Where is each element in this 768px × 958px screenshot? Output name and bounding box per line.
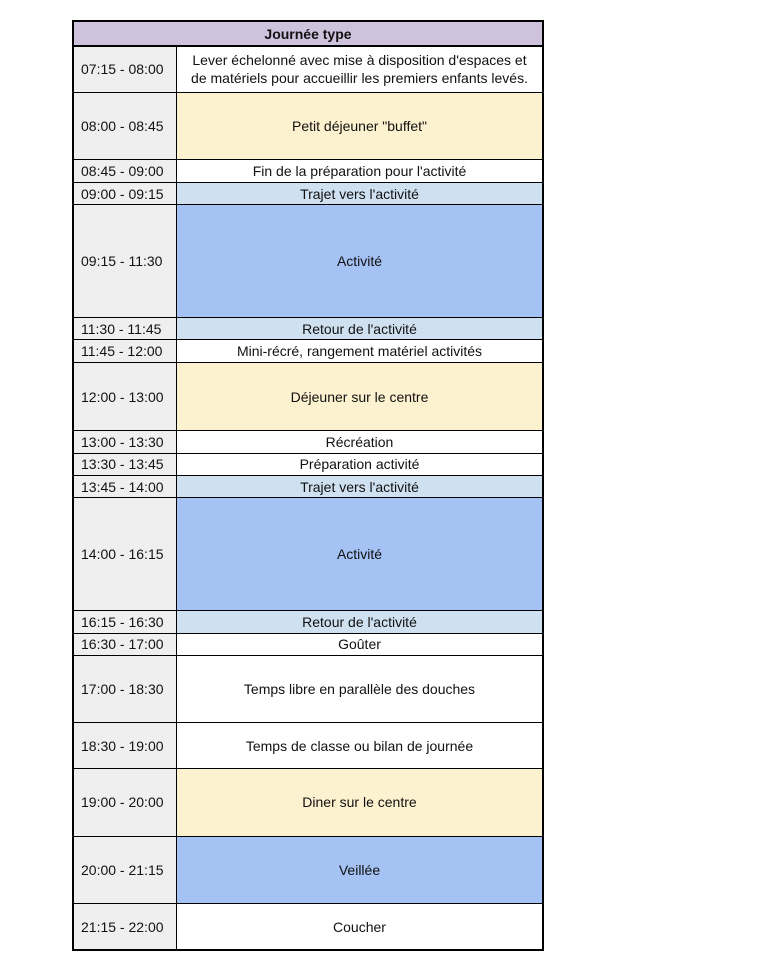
time-slot: 16:30 - 17:00	[74, 634, 177, 655]
activity-label: Déjeuner sur le centre	[177, 363, 542, 430]
activity-label: Trajet vers l'activité	[177, 183, 542, 204]
time-slot: 18:30 - 19:00	[74, 723, 177, 768]
activity-label: Fin de la préparation pour l'activité	[177, 160, 542, 182]
activity-label: Préparation activité	[177, 454, 542, 475]
table-row	[74, 363, 542, 431]
time-slot: 09:00 - 09:15	[74, 183, 177, 204]
activity-label: Temps libre en parallèle des douches	[177, 656, 542, 723]
time-slot: 08:00 - 08:45	[74, 93, 177, 160]
schedule-table	[72, 20, 544, 951]
time-slot: 13:30 - 13:45	[74, 454, 177, 475]
table-row	[74, 769, 542, 837]
table-row	[74, 611, 542, 634]
activity-label: Récréation	[177, 431, 542, 453]
activity-label: Veillée	[177, 837, 542, 904]
time-slot: 07:15 - 08:00	[74, 47, 177, 92]
activity-label: Diner sur le centre	[177, 769, 542, 836]
time-slot: 14:00 - 16:15	[74, 498, 177, 609]
table-row	[74, 656, 542, 724]
table-row	[74, 205, 542, 318]
table-row	[74, 160, 542, 183]
table-row	[74, 318, 542, 340]
activity-label: Retour de l'activité	[177, 318, 542, 339]
activity-label: Retour de l'activité	[177, 611, 542, 633]
activity-label: Trajet vers l'activité	[177, 476, 542, 498]
time-slot: 13:45 - 14:00	[74, 476, 177, 498]
time-slot: 08:45 - 09:00	[74, 160, 177, 182]
table-row	[74, 47, 542, 93]
activity-label: Activité	[177, 205, 542, 317]
activity-label: Coucher	[177, 904, 542, 949]
table-title: Journée type	[74, 22, 542, 47]
table-row	[74, 723, 542, 769]
time-slot: 11:30 - 11:45	[74, 318, 177, 339]
activity-label: Lever échelonné avec mise à disposition d'espaces et de matériels pour accueillir les premiers enfants levés.	[177, 47, 542, 92]
table-row	[74, 904, 542, 949]
table-row	[74, 183, 542, 205]
time-slot: 17:00 - 18:30	[74, 656, 177, 723]
activity-label: Goûter	[177, 634, 542, 655]
time-slot: 21:15 - 22:00	[74, 904, 177, 949]
table-row	[74, 454, 542, 476]
time-slot: 16:15 - 16:30	[74, 611, 177, 633]
time-slot: 19:00 - 20:00	[74, 769, 177, 836]
table-row	[74, 498, 542, 610]
time-slot: 11:45 - 12:00	[74, 340, 177, 362]
activity-label: Activité	[177, 498, 542, 609]
activity-label: Temps de classe ou bilan de journée	[177, 723, 542, 768]
time-slot: 09:15 - 11:30	[74, 205, 177, 317]
table-row	[74, 476, 542, 499]
activity-label: Mini-récré, rangement matériel activités	[177, 340, 542, 362]
table-row	[74, 93, 542, 161]
activity-label: Petit déjeuner "buffet"	[177, 93, 542, 160]
table-row	[74, 340, 542, 363]
table-row	[74, 431, 542, 454]
time-slot: 12:00 - 13:00	[74, 363, 177, 430]
time-slot: 13:00 - 13:30	[74, 431, 177, 453]
time-slot: 20:00 - 21:15	[74, 837, 177, 904]
table-row	[74, 634, 542, 656]
table-row	[74, 837, 542, 905]
